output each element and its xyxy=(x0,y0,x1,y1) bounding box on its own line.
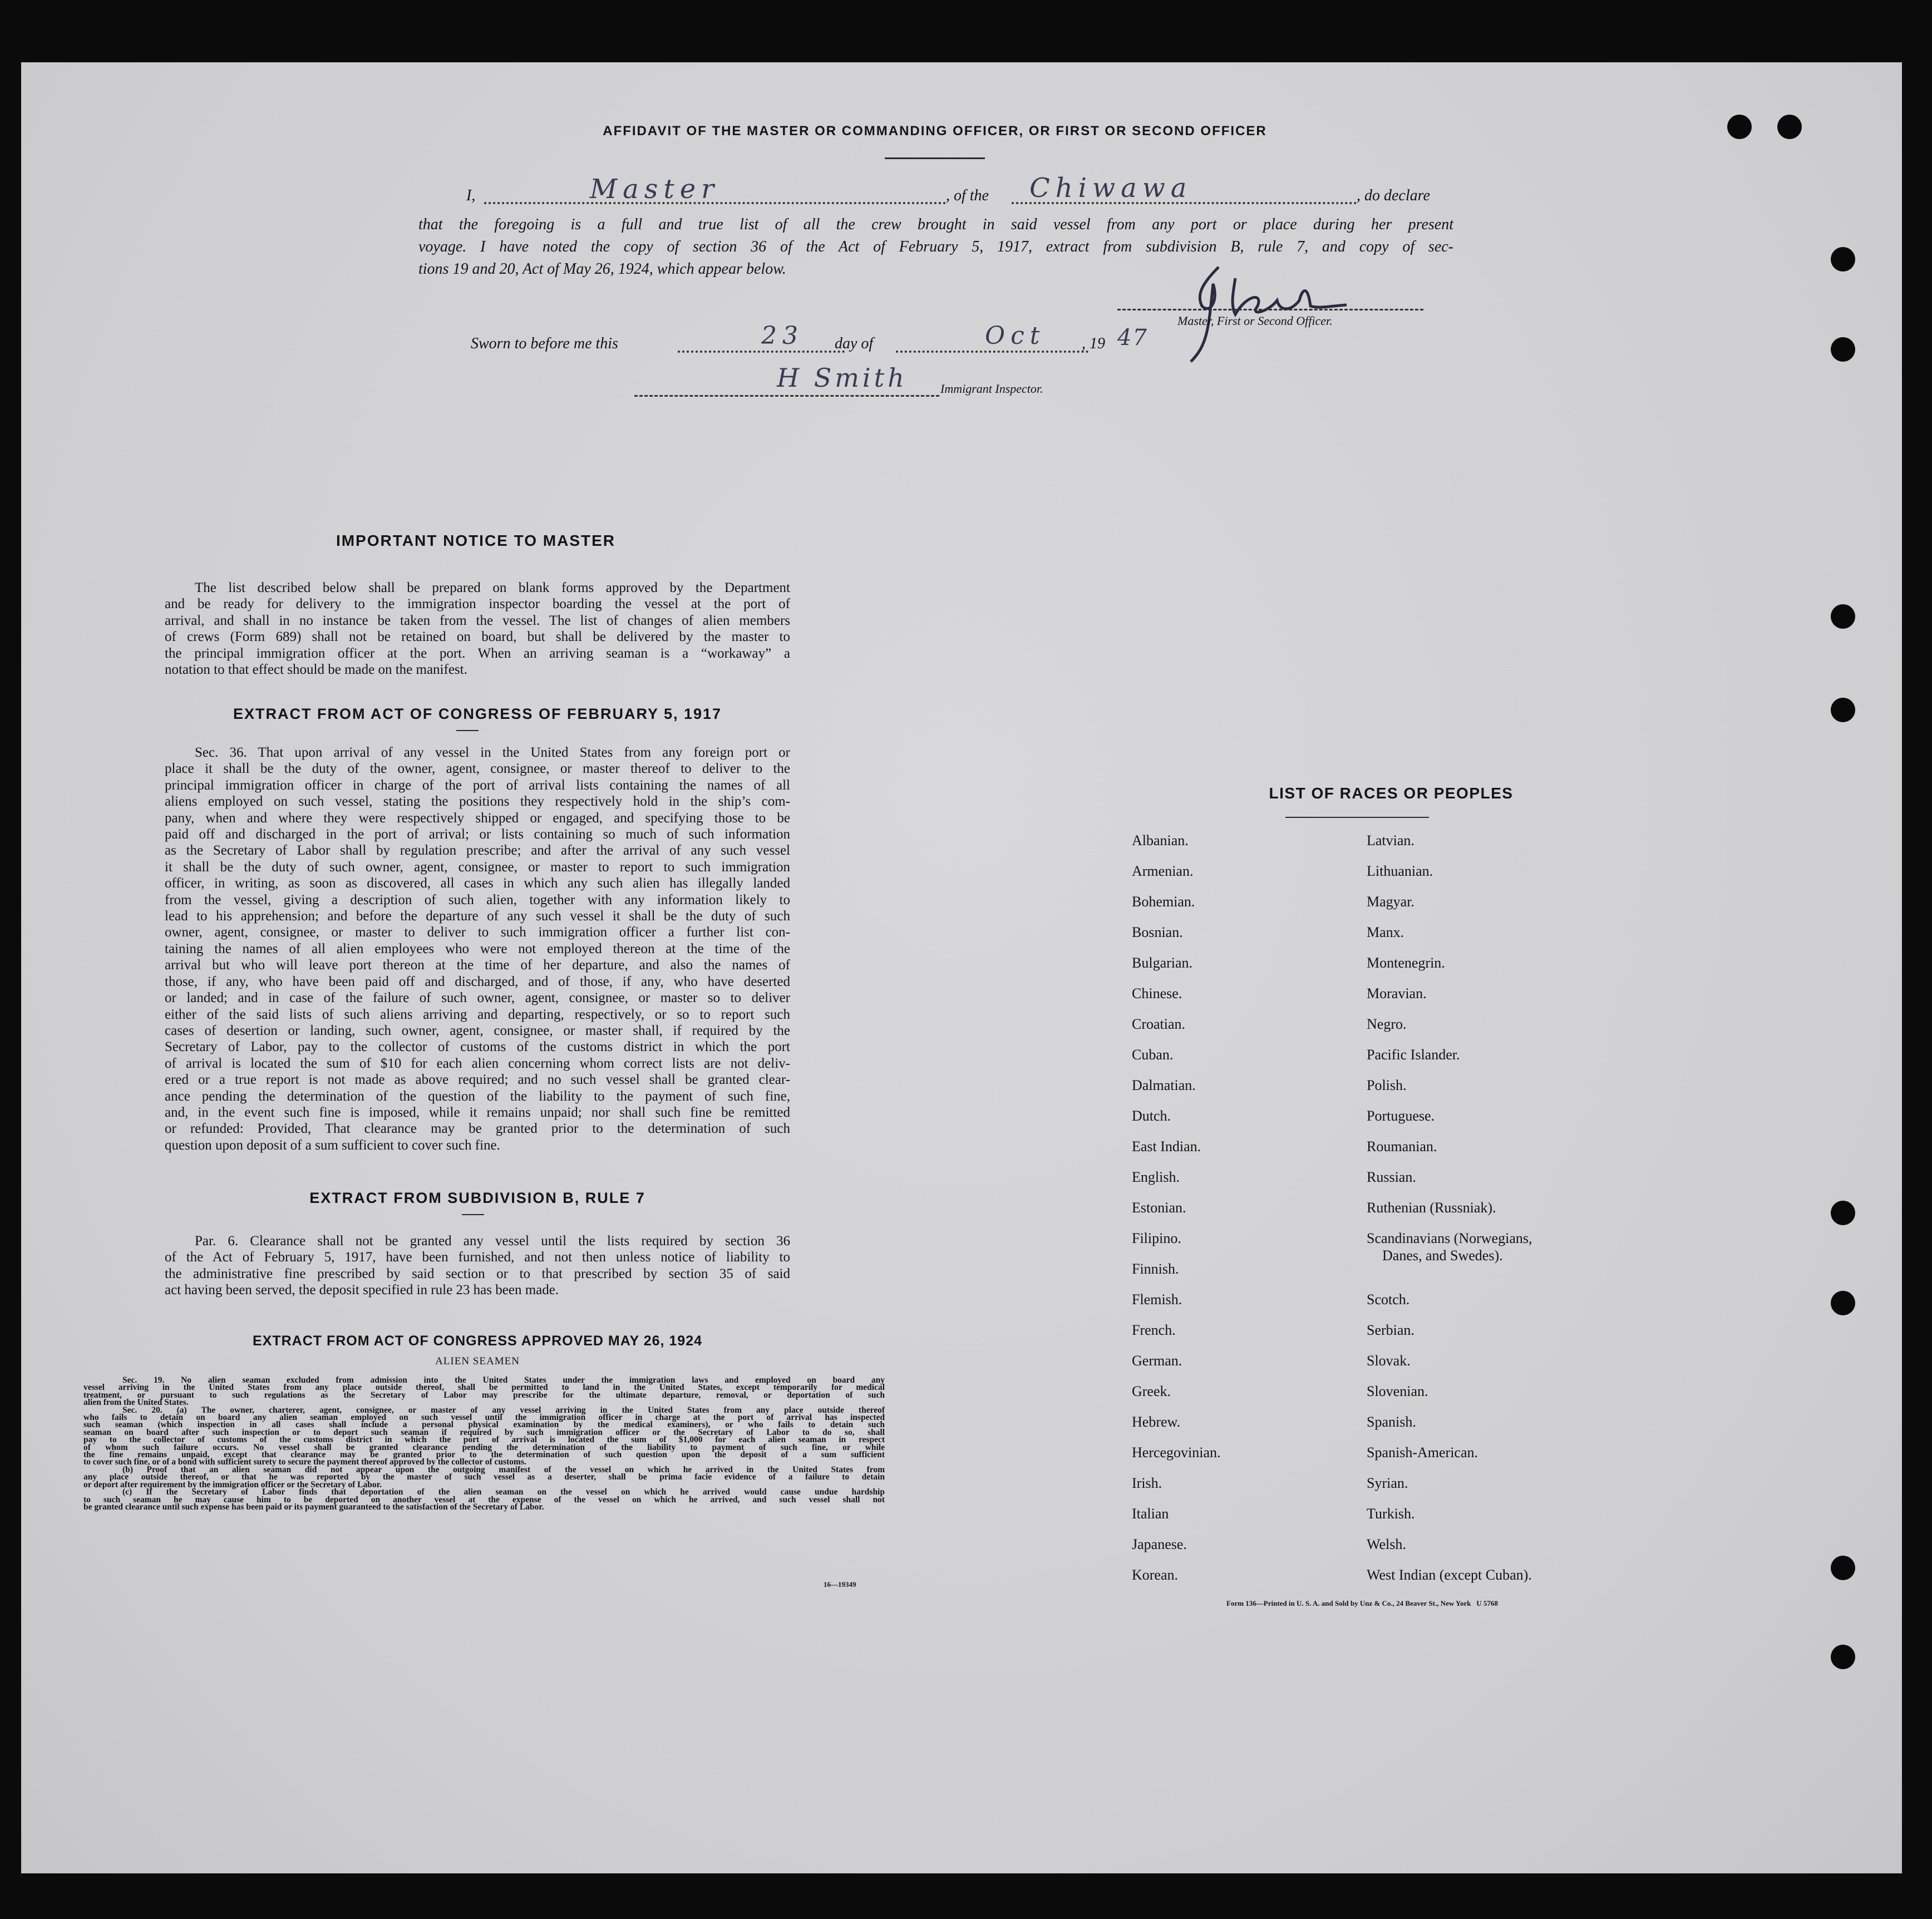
race-item: Negro. xyxy=(1367,1016,1407,1032)
notice-line: notation to that effect should be made on the manifest. xyxy=(165,662,467,678)
month-line xyxy=(896,351,1088,353)
extract-1917-line: owner, agent, consignee, or master to deliver to such immigration officer a further list con- xyxy=(165,925,790,940)
race-item: Scandinavians (Norwegians, xyxy=(1367,1230,1532,1246)
extract-1924-line: alien from the United States. xyxy=(83,1398,189,1408)
race-item: Danes, and Swedes). xyxy=(1382,1247,1503,1264)
extract-1924-line: the fine remains unpaid, except that clearance may be granted prior to the determination of such question upon the deposit of a sum sufficient xyxy=(83,1450,885,1460)
races-title: LIST OF RACES OR PEOPLES xyxy=(1269,785,1514,802)
notice-line: The list described below shall be prepared on blank forms approved by the Department xyxy=(195,580,790,595)
race-item: Bulgarian. xyxy=(1132,955,1193,971)
races-title-rule xyxy=(1285,817,1429,818)
form-footer: Form 136—Printed in U. S. A. and Sold by Unz & Co., 24 Beaver St., New York U 5768 xyxy=(1226,1599,1498,1607)
notice-text xyxy=(165,580,790,678)
extract-1917-line: or refunded: Provided, That clearance may be granted prior to the determination of such xyxy=(165,1121,790,1137)
punch-hole xyxy=(1777,115,1802,139)
race-item: Hebrew. xyxy=(1132,1414,1181,1430)
race-item: Chinese. xyxy=(1132,985,1182,1002)
race-item: Slovak. xyxy=(1367,1353,1411,1369)
race-item: East Indian. xyxy=(1132,1138,1201,1155)
affidavit-title: AFFIDAVIT OF THE MASTER OR COMMANDING OFFICER, OR FIRST OR SECOND OFFICER xyxy=(603,124,1267,139)
extract-1924-line: seaman on board after such inspection or to deport such seaman if required by such immigration officer or the Secretary of Labor to do so, shall xyxy=(83,1427,885,1437)
handwritten-day: 23 xyxy=(761,322,804,350)
punch-hole xyxy=(1727,115,1752,139)
race-item: Albanian. xyxy=(1132,832,1189,848)
race-item: Polish. xyxy=(1367,1077,1407,1093)
extract-1917-line: lead to his apprehension; and before the departure of any such vessel it shall be the duty of such xyxy=(165,909,790,924)
extract-1924-line: Sec. 19. No alien seaman excluded from admission into the United States under the immigration laws and employed on board any xyxy=(122,1375,885,1385)
race-item: Irish. xyxy=(1132,1475,1162,1491)
extract-1917-line: those, if any, who have been paid off and discharged, and of those, if any, who have deserted xyxy=(165,974,790,989)
race-item: Japanese. xyxy=(1132,1536,1187,1552)
extract-1917-line: taining the names of all alien employees who were not employed thereon at the time of the xyxy=(165,941,790,956)
rule7-line: the administrative fine prescribed by said section or to that prescribed by section 35 of said xyxy=(165,1266,790,1281)
affidavit-body-line: tions 19 and 20, Act of May 26, 1924, which appear below. xyxy=(418,260,786,278)
race-item: Scotch. xyxy=(1367,1291,1410,1308)
punch-hole xyxy=(1831,1291,1855,1315)
i-label: I, xyxy=(466,187,476,204)
rule7-title: EXTRACT FROM SUBDIVISION B, RULE 7 xyxy=(309,1190,645,1206)
race-item: Roumanian. xyxy=(1367,1138,1437,1155)
handwritten-month: Oct xyxy=(985,322,1046,350)
race-item: Flemish. xyxy=(1132,1291,1182,1308)
section-rule xyxy=(456,730,479,731)
race-item: Lithuanian. xyxy=(1367,863,1433,879)
extract-1917-line: Sec. 36. That upon arrival of any vessel in the United States from any foreign port or xyxy=(195,745,790,760)
race-item: Spanish-American. xyxy=(1367,1444,1478,1461)
extract-1924-line: to cover such fine, or of a bond with sufficient surety to secure the payment thereof approved by the collector of customs. xyxy=(83,1457,526,1467)
extract-1924-line: pay to the collector of customs of the customs district in which the port of arrival is located the sum of $1,000 for each alien seaman in respect xyxy=(83,1435,885,1445)
extract-1917-line: it shall be the duty of such owner, agent, consignee, or master to report to such immigration xyxy=(165,859,790,875)
signature-caption: Master, First or Second Officer. xyxy=(1177,314,1333,328)
extract-1924-line: any place outside thereof, or that he was reported by the master of such vessel as a deserter, shall be prima facie evidence of a failure to detain xyxy=(83,1472,885,1482)
race-item: Slovenian. xyxy=(1367,1383,1428,1399)
race-item: Hercegovinian. xyxy=(1132,1444,1221,1461)
affidavit-body-line: voyage. I have noted the copy of section 36 of the Act of February 5, 1917, extract from subdivision B, rule 7, and copy of sec- xyxy=(418,238,1453,255)
race-item: Moravian. xyxy=(1367,985,1427,1002)
race-item: Montenegrin. xyxy=(1367,955,1445,971)
extract-1917-line: as the Secretary of Labor shall by regulation prescribe; and after the arrival of any such vessel xyxy=(165,843,790,859)
notice-line: arrival, and shall in no instance be taken from the vessel. The list of changes of alien members xyxy=(165,613,790,628)
race-item: Greek. xyxy=(1132,1383,1171,1399)
sworn-label: Sworn to before me this xyxy=(471,335,618,352)
race-item: Turkish. xyxy=(1367,1506,1415,1522)
rule7-text xyxy=(165,1233,790,1299)
punch-hole xyxy=(1831,337,1855,362)
extract-1917-line: aliens employed on such vessel, stating the positions they respectively hold in the ship’s com- xyxy=(165,794,790,810)
extract-1917-line: pany, when and where they were respectively shipped or engaged, and specifying those to be xyxy=(165,810,790,826)
race-item: Finnish. xyxy=(1132,1261,1179,1277)
day-line xyxy=(678,351,845,353)
race-item: Filipino. xyxy=(1132,1230,1181,1246)
extract-1924-text xyxy=(83,1377,885,1511)
inspector-line xyxy=(634,395,939,397)
rule7-line: of the Act of February 5, 1917, have been furnished, and not then unless notice of liability to xyxy=(165,1250,790,1265)
notice-title: IMPORTANT NOTICE TO MASTER xyxy=(336,532,616,549)
punch-hole xyxy=(1831,604,1855,629)
race-item: Pacific Islander. xyxy=(1367,1047,1460,1063)
extract-1917-line: and, in the event such fine is imposed, while it remains unpaid; nor shall such fine be remitted xyxy=(165,1104,790,1120)
race-item: Russian. xyxy=(1367,1169,1416,1185)
race-item: Magyar. xyxy=(1367,894,1414,910)
extract-1924-line: treatment, or pursuant to such regulations as the Secretary of Labor may prescribe for the ultimate departure, removal, or deportation of such xyxy=(83,1390,885,1400)
race-item: Bohemian. xyxy=(1132,894,1195,910)
extract-1924-line: or deport after requirement by the immigration officer or the Secretary of Labor. xyxy=(83,1479,382,1489)
extract-1924-line: who fails to detain on board any alien seaman employed on such vessel until the immigration officer in charge at the port of arrival has inspected xyxy=(83,1413,885,1423)
punch-hole xyxy=(1831,698,1855,722)
extract-1917-line: paid off and discharged in the port of arrival; or lists containing so much of such information xyxy=(165,827,790,842)
race-item: Syrian. xyxy=(1367,1475,1408,1491)
punch-hole xyxy=(1831,1556,1855,1580)
race-item: Bosnian. xyxy=(1132,924,1183,940)
extract-1924-line: (c) If the Secretary of Labor finds that deportation of the alien seaman on the vessel on which he arrived would cause undue hardship xyxy=(122,1487,885,1497)
title-rule xyxy=(885,157,985,159)
handwritten-name: Master xyxy=(590,174,720,205)
extract-1917-line: principal immigration officer in charge of the port of arrival lists containing the names of all xyxy=(165,777,790,793)
section-rule xyxy=(462,1214,484,1215)
extract-1917-line: from the vessel, giving a description of such alien, together with any information likely to xyxy=(165,892,790,907)
handwritten-inspector: H Smith xyxy=(777,363,908,393)
handwritten-year: 47 xyxy=(1117,325,1148,351)
extract-1924-line: to such seaman he may cause him to be deported on another vessel at the expense of the vessel on which he arrived, and such vessel shall not xyxy=(83,1494,885,1504)
extract-1917-line: cases of desertion or landing, such owner, agent, consignee, or master shall, if required by the xyxy=(165,1023,790,1038)
extract-1924-line: (b) Proof that an alien seaman did not appear upon the outgoing manifest of the vessel on which he arrived in the United States from xyxy=(122,1464,885,1474)
handwritten-vessel: Chiwawa xyxy=(1029,172,1192,204)
extract-1917-line: place it shall be the duty of the owner, agent, consignee, or master thereof to deliver to the xyxy=(165,761,790,777)
rule7-line: Par. 6. Clearance shall not be granted any vessel until the lists required by section 36 xyxy=(195,1234,790,1249)
extract-1917-line: or landed; and in case of the failure of such owner, agent, consignee, or master so to deliver xyxy=(165,990,790,1006)
extract-1917-line: officer, in writing, as soon as discovered, all cases in which any such alien has illegally landed xyxy=(165,876,790,891)
extract-1917-text xyxy=(165,744,790,1153)
notice-line: and be ready for delivery to the immigration inspector boarding the vessel at the port of xyxy=(165,596,790,612)
print-code: 16—19349 xyxy=(824,1580,856,1589)
extract-1917-title: EXTRACT FROM ACT OF CONGRESS OF FEBRUARY 5, 1917 xyxy=(233,706,722,722)
notice-line: of crews (Form 689) shall not be retained on board, but shall be delivered by the master to xyxy=(165,629,790,645)
notice-line: the principal immigration officer at the port. When an arriving seaman is a “workaway” a xyxy=(165,645,790,661)
inspector-caption: Immigrant Inspector. xyxy=(940,382,1043,396)
race-item: West Indian (except Cuban). xyxy=(1367,1567,1532,1583)
race-item: Ruthenian (Russniak). xyxy=(1367,1200,1496,1216)
race-item: English. xyxy=(1132,1169,1180,1185)
extract-1924-title: EXTRACT FROM ACT OF CONGRESS APPROVED MAY 26, 1924 xyxy=(252,1333,703,1349)
alien-seamen-subtitle: ALIEN SEAMEN xyxy=(435,1355,520,1367)
do-declare-label: , do declare xyxy=(1357,187,1430,204)
affidavit-body-line: that the foregoing is a full and true list of all the crew brought in said vessel from any port or place during her present xyxy=(418,216,1453,233)
punch-hole xyxy=(1831,1201,1855,1225)
extract-1924-line: such seaman (which inspection in all cases shall include a personal physical examination by the medical examiners), or who fails to detain such xyxy=(83,1420,885,1430)
punch-hole xyxy=(1831,247,1855,272)
race-item: Italian xyxy=(1132,1506,1169,1522)
race-item: Cuban. xyxy=(1132,1047,1174,1063)
race-item: Latvian. xyxy=(1367,832,1414,848)
race-item: Welsh. xyxy=(1367,1536,1406,1552)
extract-1924-line: vessel arriving in the United States from any place outside thereof, shall be permitted to land in the United States, except temporarily for medical xyxy=(83,1383,885,1393)
race-item: Spanish. xyxy=(1367,1414,1416,1430)
of-the-label: , of the xyxy=(946,187,989,204)
race-item: Portuguese. xyxy=(1367,1108,1435,1124)
race-item: Estonian. xyxy=(1132,1200,1186,1216)
race-item: Armenian. xyxy=(1132,863,1194,879)
extract-1917-line: ered or a true report is not made as above required; and no such vessel shall be granted clear- xyxy=(165,1072,790,1088)
rule7-line: act having been served, the deposit specified in rule 23 has been made. xyxy=(165,1282,559,1298)
extract-1917-line: question upon deposit of a sum sufficient to cover such fine. xyxy=(165,1137,500,1153)
race-item: Dalmatian. xyxy=(1132,1077,1196,1093)
day-of-label: day of xyxy=(835,335,874,352)
race-item: Manx. xyxy=(1367,924,1404,940)
extract-1917-line: of arrival is located the sum of $10 for each alien concerning whom correct lists are not deliv- xyxy=(165,1055,790,1071)
extract-1917-line: Secretary of Labor, pay to the collector of customs of the customs district in which the port xyxy=(165,1039,790,1055)
extract-1924-line: of whom such failure occurs. No vessel shall be granted clearance pending the determination of the liability to payment of such fine, or while xyxy=(83,1442,885,1452)
extract-1924-line: Sec. 20. (a) The owner, charterer, agent, consignee, or master of any vessel arriving in the United States from any place outside thereof xyxy=(122,1405,885,1415)
punch-hole xyxy=(1831,1645,1855,1669)
extract-1917-line: either of the said lists of such aliens arriving and departing, respectively, or so to report such xyxy=(165,1007,790,1022)
extract-1924-line: be granted clearance until such expense has been paid or its payment guaranteed to the satisfaction of the Secretary of Labor. xyxy=(83,1502,544,1512)
race-item: Dutch. xyxy=(1132,1108,1171,1124)
year-prefix: , 19 xyxy=(1082,335,1105,352)
race-item: Korean. xyxy=(1132,1567,1179,1583)
race-item: Serbian. xyxy=(1367,1322,1414,1338)
race-item: French. xyxy=(1132,1322,1176,1338)
extract-1917-line: arrival but who will leave port thereon at the time of her departure, and also the names of xyxy=(165,958,790,973)
race-item: German. xyxy=(1132,1353,1182,1369)
extract-1917-line: ance pending the determination of the question of the liability to the payment of such fine, xyxy=(165,1088,790,1104)
race-item: Croatian. xyxy=(1132,1016,1186,1032)
